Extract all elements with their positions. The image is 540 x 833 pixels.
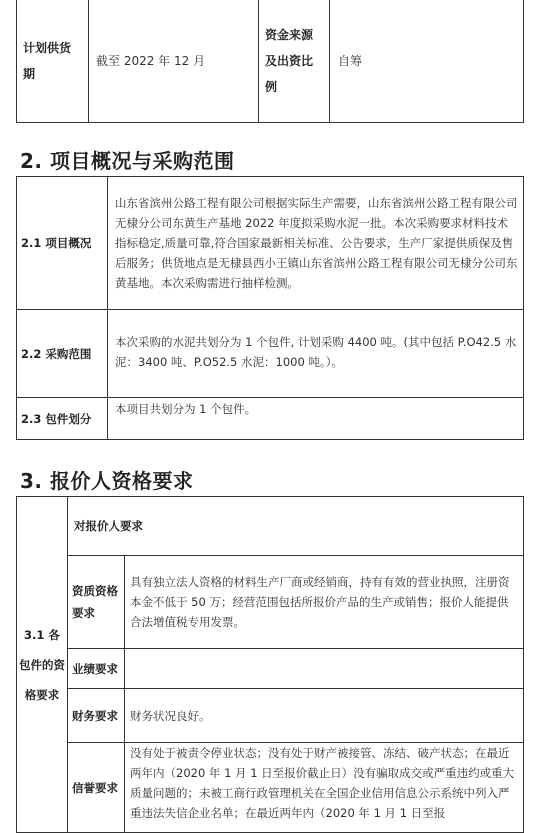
qualification-requirement-label: 资质资格要求: [68, 556, 125, 649]
procurement-scope-label: 2.2 采购范围: [17, 310, 108, 398]
table-row: [17, 556, 524, 649]
funding-source-label: 资金来源及出资比例: [259, 0, 330, 123]
performance-requirement-label: 业绩要求: [68, 649, 125, 689]
table-row: [17, 743, 524, 833]
table-row: [17, 497, 524, 556]
section-2-heading: 2. 项目概况与采购范围: [20, 149, 235, 173]
table-row: [17, 177, 524, 310]
supply-period-label: 计划供货期: [17, 0, 89, 123]
project-overview-label: 2.1 项目概况: [17, 177, 108, 310]
table-row: [17, 689, 524, 743]
funding-source-value: 自筹: [330, 0, 524, 123]
qualification-requirement-text: 具有独立法人资格的材料生产厂商或经销商，持有有效的营业执照，注册资本金不低于 50 万；经营范围包括所报价产品的生产或销售；报价人能提供合法增值税专用发票。: [125, 556, 524, 649]
financial-requirement-label: 财务要求: [68, 689, 125, 743]
bidder-qualification-table: [16, 496, 524, 833]
project-overview-table: [16, 176, 524, 440]
table-row: [17, 310, 524, 398]
package-division-text: 本项目共划分为 1 个包件。: [108, 398, 524, 440]
performance-requirement-text: [125, 649, 524, 689]
project-overview-text: 山东省滨州公路工程有限公司根据实际生产需要，山东省滨州公路工程有限公司无棣分公司东黄生产基地 2022 年度拟采购水泥一批。本次采购要求材料技术指标稳定,质量可靠,符合国家最新相关标准、公告要求，生产厂家提供质保及售后服务；供货地点是无棣县西小王镇山东省滨州公路工程有限公司无棣分公司东黄基地。本次采购需进行抽样检测。: [108, 177, 524, 310]
package-division-label: 2.3 包件划分: [17, 398, 108, 440]
bidder-requirements-header: 对报价人要求: [68, 497, 524, 556]
info-table: [16, 0, 524, 123]
table-row: [17, 649, 524, 689]
credit-requirement-text: 没有处于被责令停业状态；没有处于财产被接管、冻结、破产状态；在最近两年内（2020 年 1 月 1 日至报价截止日）没有骗取成交或严重违约或重大质量问题的；未被工商行政管理机关在全国企业信用信息公示系统中列入严重违法失信企业名单；在最近两年内（2020 年 1 月 1 日至报: [125, 743, 524, 833]
supply-period-value: 截至 2022 年 12 月: [89, 0, 259, 123]
credit-requirement-label: 信誉要求: [68, 743, 125, 833]
section-3-heading: 3. 报价人资格要求: [20, 469, 194, 493]
financial-requirement-text: 财务状况良好。: [125, 689, 524, 743]
qualification-left-label: 3.1 各包件的资格要求: [17, 497, 68, 833]
table-row: [17, 398, 524, 440]
procurement-scope-text: 本次采购的水泥共划分为 1 个包件, 计划采购 4400 吨。(其中包括 P.O42.5 水泥：3400 吨、P.O52.5 水泥：1000 吨。）。: [108, 310, 524, 398]
